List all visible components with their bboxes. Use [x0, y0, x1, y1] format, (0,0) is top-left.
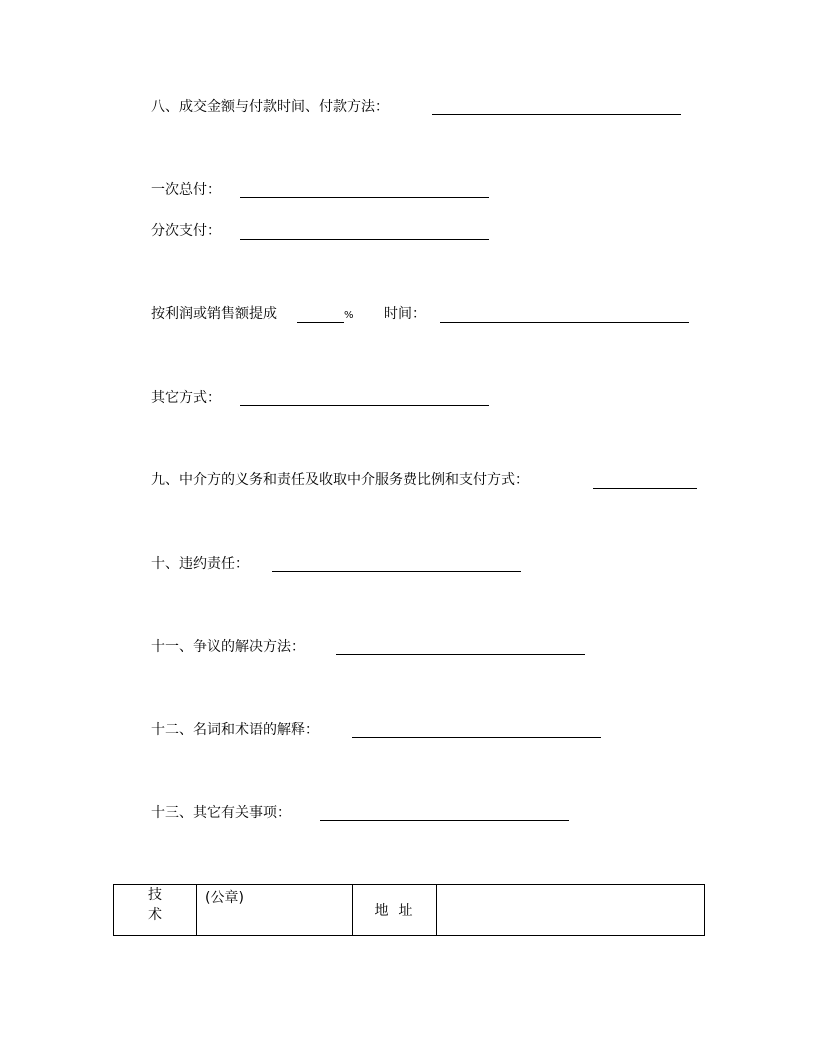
clause-8-blank[interactable] — [432, 114, 681, 115]
clause-11: 十一、争议的解决方法： — [151, 639, 305, 655]
clause-12-blank[interactable] — [352, 737, 601, 738]
percent-sign: % — [344, 310, 354, 321]
other-method-label: 其它方式： — [151, 390, 221, 406]
clause-13-blank[interactable] — [320, 820, 569, 821]
clause-9-blank[interactable] — [593, 488, 697, 489]
party-label-char: 技 — [148, 887, 162, 903]
profit-share-label: 按利润或销售额提成 — [151, 306, 277, 322]
time-label: 时间： — [384, 306, 426, 322]
seal-cell[interactable] — [197, 885, 353, 936]
clause-9: 九、中介方的义务和责任及收取中介服务费比例和支付方式： — [151, 472, 529, 488]
address-label: 地址 — [374, 903, 423, 919]
lump-sum-label: 一次总付： — [151, 182, 221, 198]
address-label-cell — [353, 885, 437, 936]
table-row — [114, 885, 705, 936]
seal-label: (公章) — [205, 890, 244, 906]
address-value-cell[interactable] — [437, 885, 705, 936]
signature-table — [113, 884, 705, 936]
clause-13: 十三、其它有关事项： — [151, 805, 291, 821]
other-method-blank[interactable] — [240, 405, 489, 406]
party-label-cell — [114, 885, 197, 936]
percent-blank[interactable] — [297, 322, 344, 323]
installments-label: 分次支付： — [151, 223, 221, 239]
clause-10: 十、违约责任： — [151, 556, 249, 572]
lump-sum-blank[interactable] — [240, 197, 489, 198]
time-blank[interactable] — [440, 322, 689, 323]
clause-8: 八、成交金额与付款时间、付款方法： — [151, 99, 389, 115]
clause-12: 十二、名词和术语的解释： — [151, 722, 319, 738]
party-label-char: 术 — [148, 907, 162, 923]
clause-11-blank[interactable] — [336, 654, 585, 655]
installments-blank[interactable] — [240, 239, 489, 240]
clause-10-blank[interactable] — [272, 571, 521, 572]
